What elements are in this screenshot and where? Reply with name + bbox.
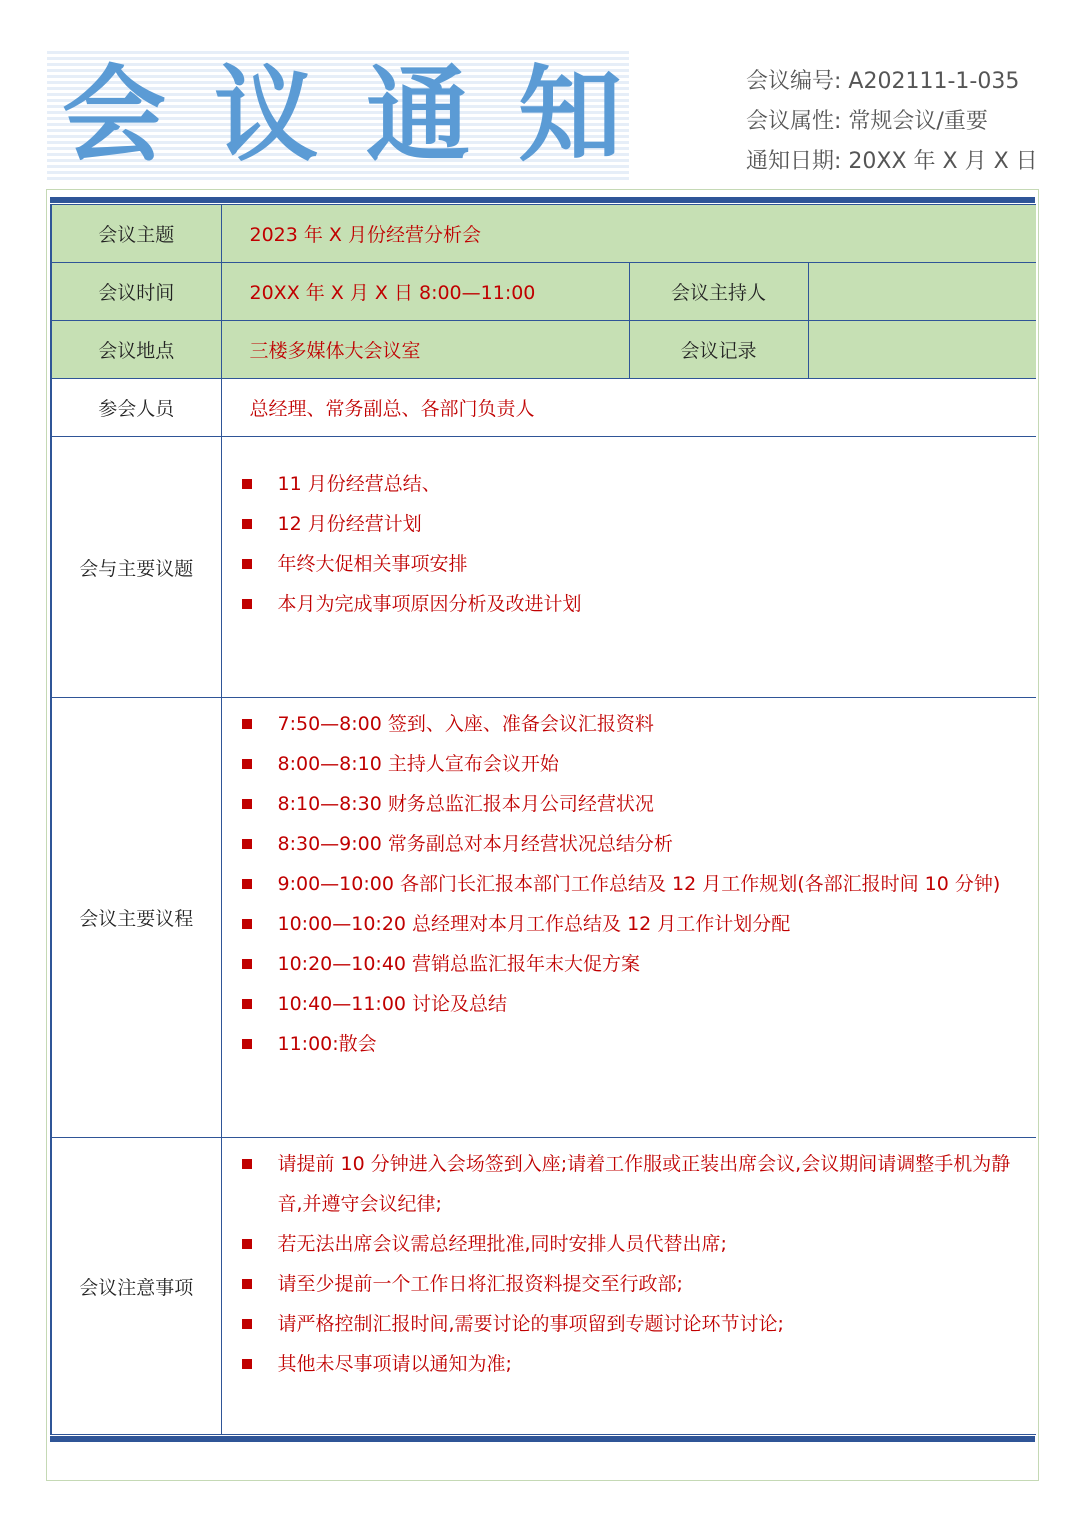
list-item: 年终大促相关事项安排 [240,544,1037,584]
meta-value: 20XX 年 X 月 X 日 [848,149,1038,174]
list-item: 9:00—10:00 各部门长汇报本部门工作总结及 12 月工作规划(各部汇报时间 10 分钟) [240,864,1037,904]
title-char: 议 [213,54,318,176]
bottom-rule [50,1436,1035,1442]
list-item: 7:50—8:00 签到、入座、准备会议汇报资料 [240,704,1037,744]
attendees-value: 总经理、常务副总、各部门负责人 [221,379,1036,437]
title-char: 通 [365,54,470,176]
meta-label: 会议属性: [746,109,842,134]
notes-cell [221,1138,1036,1435]
row-topic [51,205,1036,263]
meeting-table [50,204,1036,1435]
list-item: 10:40—11:00 讨论及总结 [240,984,1037,1024]
time-value: 20XX 年 X 月 X 日 8:00—11:00 [221,263,629,321]
host-value [808,263,1036,321]
notes-label: 会议注意事项 [51,1138,221,1435]
agenda-label: 会议主要议程 [51,698,221,1138]
list-item: 本月为完成事项原因分析及改进计划 [240,584,1037,624]
meta-value: 常规会议/重要 [848,109,988,134]
list-item: 11 月份经营总结、 [240,464,1037,504]
list-item: 其他未尽事项请以通知为准; [240,1344,1037,1384]
list-item: 若无法出席会议需总经理批准,同时安排人员代替出席; [240,1224,1037,1264]
topics-list [222,464,1037,624]
list-item: 请严格控制汇报时间,需要讨论的事项留到专题讨论环节讨论; [240,1304,1037,1344]
meta-label: 会议编号: [746,69,842,94]
place-label: 会议地点 [51,321,221,379]
row-attendees [51,379,1036,437]
attendees-label: 参会人员 [51,379,221,437]
meta-date [746,142,1066,182]
record-value [808,321,1036,379]
title-char: 会 [62,54,167,176]
list-item: 12 月份经营计划 [240,504,1037,544]
list-item: 8:00—8:10 主持人宣布会议开始 [240,744,1037,784]
agenda-list [222,704,1037,1064]
row-topics [51,437,1036,698]
topic-label: 会议主题 [51,205,221,263]
row-agenda [51,698,1036,1138]
row-notes [51,1138,1036,1435]
row-place [51,321,1036,379]
record-label: 会议记录 [629,321,808,379]
title-char: 知 [517,54,622,176]
list-item: 8:30—9:00 常务副总对本月经营状况总结分析 [240,824,1037,864]
list-item: 10:20—10:40 营销总监汇报年末大促方案 [240,944,1037,984]
meta-label: 通知日期: [746,149,842,174]
agenda-cell [221,698,1036,1138]
list-item: 请提前 10 分钟进入会场签到入座;请着工作服或正装出席会议,会议期间请调整手机为静音,并遵守会议纪律; [240,1144,1037,1224]
meeting-meta [746,62,1066,182]
meta-attribute [746,102,1066,142]
list-item: 11:00:散会 [240,1024,1037,1064]
topic-value: 2023 年 X 月份经营分析会 [221,205,1036,263]
meta-number [746,62,1066,102]
notes-list [222,1144,1037,1384]
time-label: 会议时间 [51,263,221,321]
row-time [51,263,1036,321]
host-label: 会议主持人 [629,263,808,321]
list-item: 8:10—8:30 财务总监汇报本月公司经营状况 [240,784,1037,824]
meta-value: A202111-1-035 [848,69,1020,94]
list-item: 请至少提前一个工作日将汇报资料提交至行政部; [240,1264,1037,1304]
topics-cell [221,437,1036,698]
top-rule [50,197,1035,203]
page-title [62,55,622,175]
topics-label: 会与主要议题 [51,437,221,698]
list-item: 10:00—10:20 总经理对本月工作总结及 12 月工作计划分配 [240,904,1037,944]
place-value: 三楼多媒体大会议室 [221,321,629,379]
